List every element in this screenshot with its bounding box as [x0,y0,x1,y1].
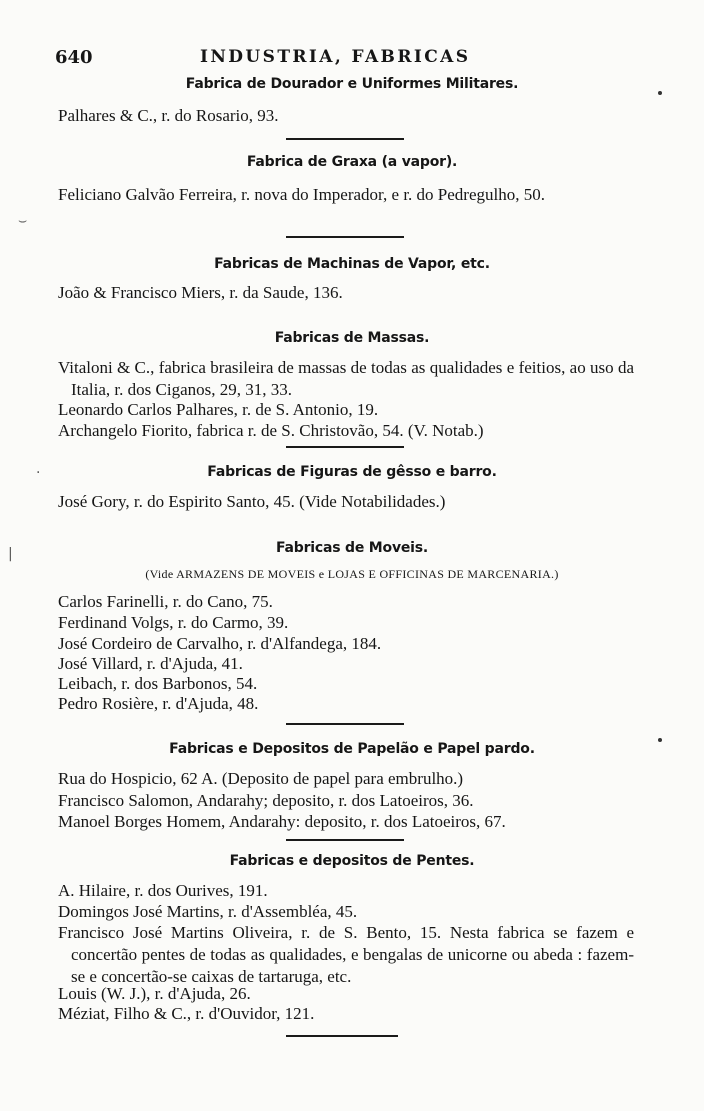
list-item: José Gory, r. do Espirito Santo, 45. (Vide Notabilidades.) [58,492,446,511]
list-item: Méziat, Filho & C., r. d'Ouvidor, 121. [58,1004,315,1023]
list-item: Manoel Borges Homem, Andarahy: deposito, r. dos Latoeiros, 67. [58,812,506,831]
list-item: José Cordeiro de Carvalho, r. d'Alfandega, 184. [58,634,382,653]
list-item [58,357,634,401]
list-item: Leibach, r. dos Barbonos, 54. [58,674,258,693]
list-item: Rua do Hospicio, 62 A. (Deposito de papel para embrulho.) [58,769,464,788]
running-head [55,47,635,71]
running-title: INDUSTRIA, FABRICAS [200,47,471,67]
section-title-graxa: Fabrica de Graxa (a vapor). [246,154,458,170]
entry-text: Vitaloni & C., fabrica brasileira de massas de todas as qualidades e feitios, ao uso da Italia, r. dos Ciganos, 29, 31, 33. [58,358,634,399]
print-speck [658,738,662,742]
list-item: João & Francisco Miers, r. da Saude, 136. [58,283,343,302]
list-item: Carlos Farinelli, r. do Cano, 75. [58,592,273,611]
page-number: 640 [55,47,93,68]
list-item [58,184,634,206]
print-speck [658,91,662,95]
section-divider [286,1035,398,1037]
section-title-dourador: Fabrica de Dourador e Uniformes Militares. [185,76,519,92]
section-title-figuras: Fabricas de Figuras de gêsso e barro. [207,464,497,480]
list-item: Louis (W. J.), r. d'Ajuda, 26. [58,984,251,1003]
list-item: Ferdinand Volgs, r. do Carmo, 39. [58,613,289,632]
section-divider [286,138,404,140]
section-title-machinas: Fabricas de Machinas de Vapor, etc. [214,256,490,272]
section-title-papelao: Fabricas e Depositos de Papelão e Papel pardo. [169,741,535,757]
entry-text: Feliciano Galvão Ferreira, r. nova do Imperador, e r. do Pedregulho, 50. [58,185,545,204]
section-divider [286,839,404,841]
margin-mark: | [8,546,13,562]
entry-text: Francisco José Martins Oliveira, r. de S. Bento, 15. Nesta fabrica se fazem e concertão pentes de todas as qualidades, e bengalas de unicorne ou abeda : fazem-se e concertão-se caixas de tartaruga, etc. [58,923,634,986]
list-item: Domingos José Martins, r. d'Assembléa, 45. [58,902,358,921]
cross-reference-note: (Vide ARMAZENS DE MOVEIS e LOJAS E OFFICINAS DE MARCENARIA.) [145,567,559,581]
section-title-pentes: Fabricas e depositos de Pentes. [229,853,475,869]
section-title-moveis: Fabricas de Moveis. [275,540,429,556]
section-title-massas: Fabricas de Massas. [274,330,430,346]
list-item: Archangelo Fiorito, fabrica r. de S. Christovão, 54. (V. Notab.) [58,421,484,440]
list-item: A. Hilaire, r. dos Ourives, 191. [58,881,268,900]
list-item: Pedro Rosière, r. d'Ajuda, 48. [58,694,259,713]
margin-mark: · [36,465,41,481]
section-divider [286,236,404,238]
list-item: José Villard, r. d'Ajuda, 41. [58,654,243,673]
margin-mark: ⌣ [18,213,28,229]
list-item: Leonardo Carlos Palhares, r. de S. Antonio, 19. [58,400,379,419]
list-item: Palhares & C., r. do Rosario, 93. [58,106,279,125]
list-item [58,922,634,988]
section-divider [286,723,404,725]
list-item: Francisco Salomon, Andarahy; deposito, r. dos Latoeiros, 36. [58,791,474,810]
section-divider [286,446,404,448]
